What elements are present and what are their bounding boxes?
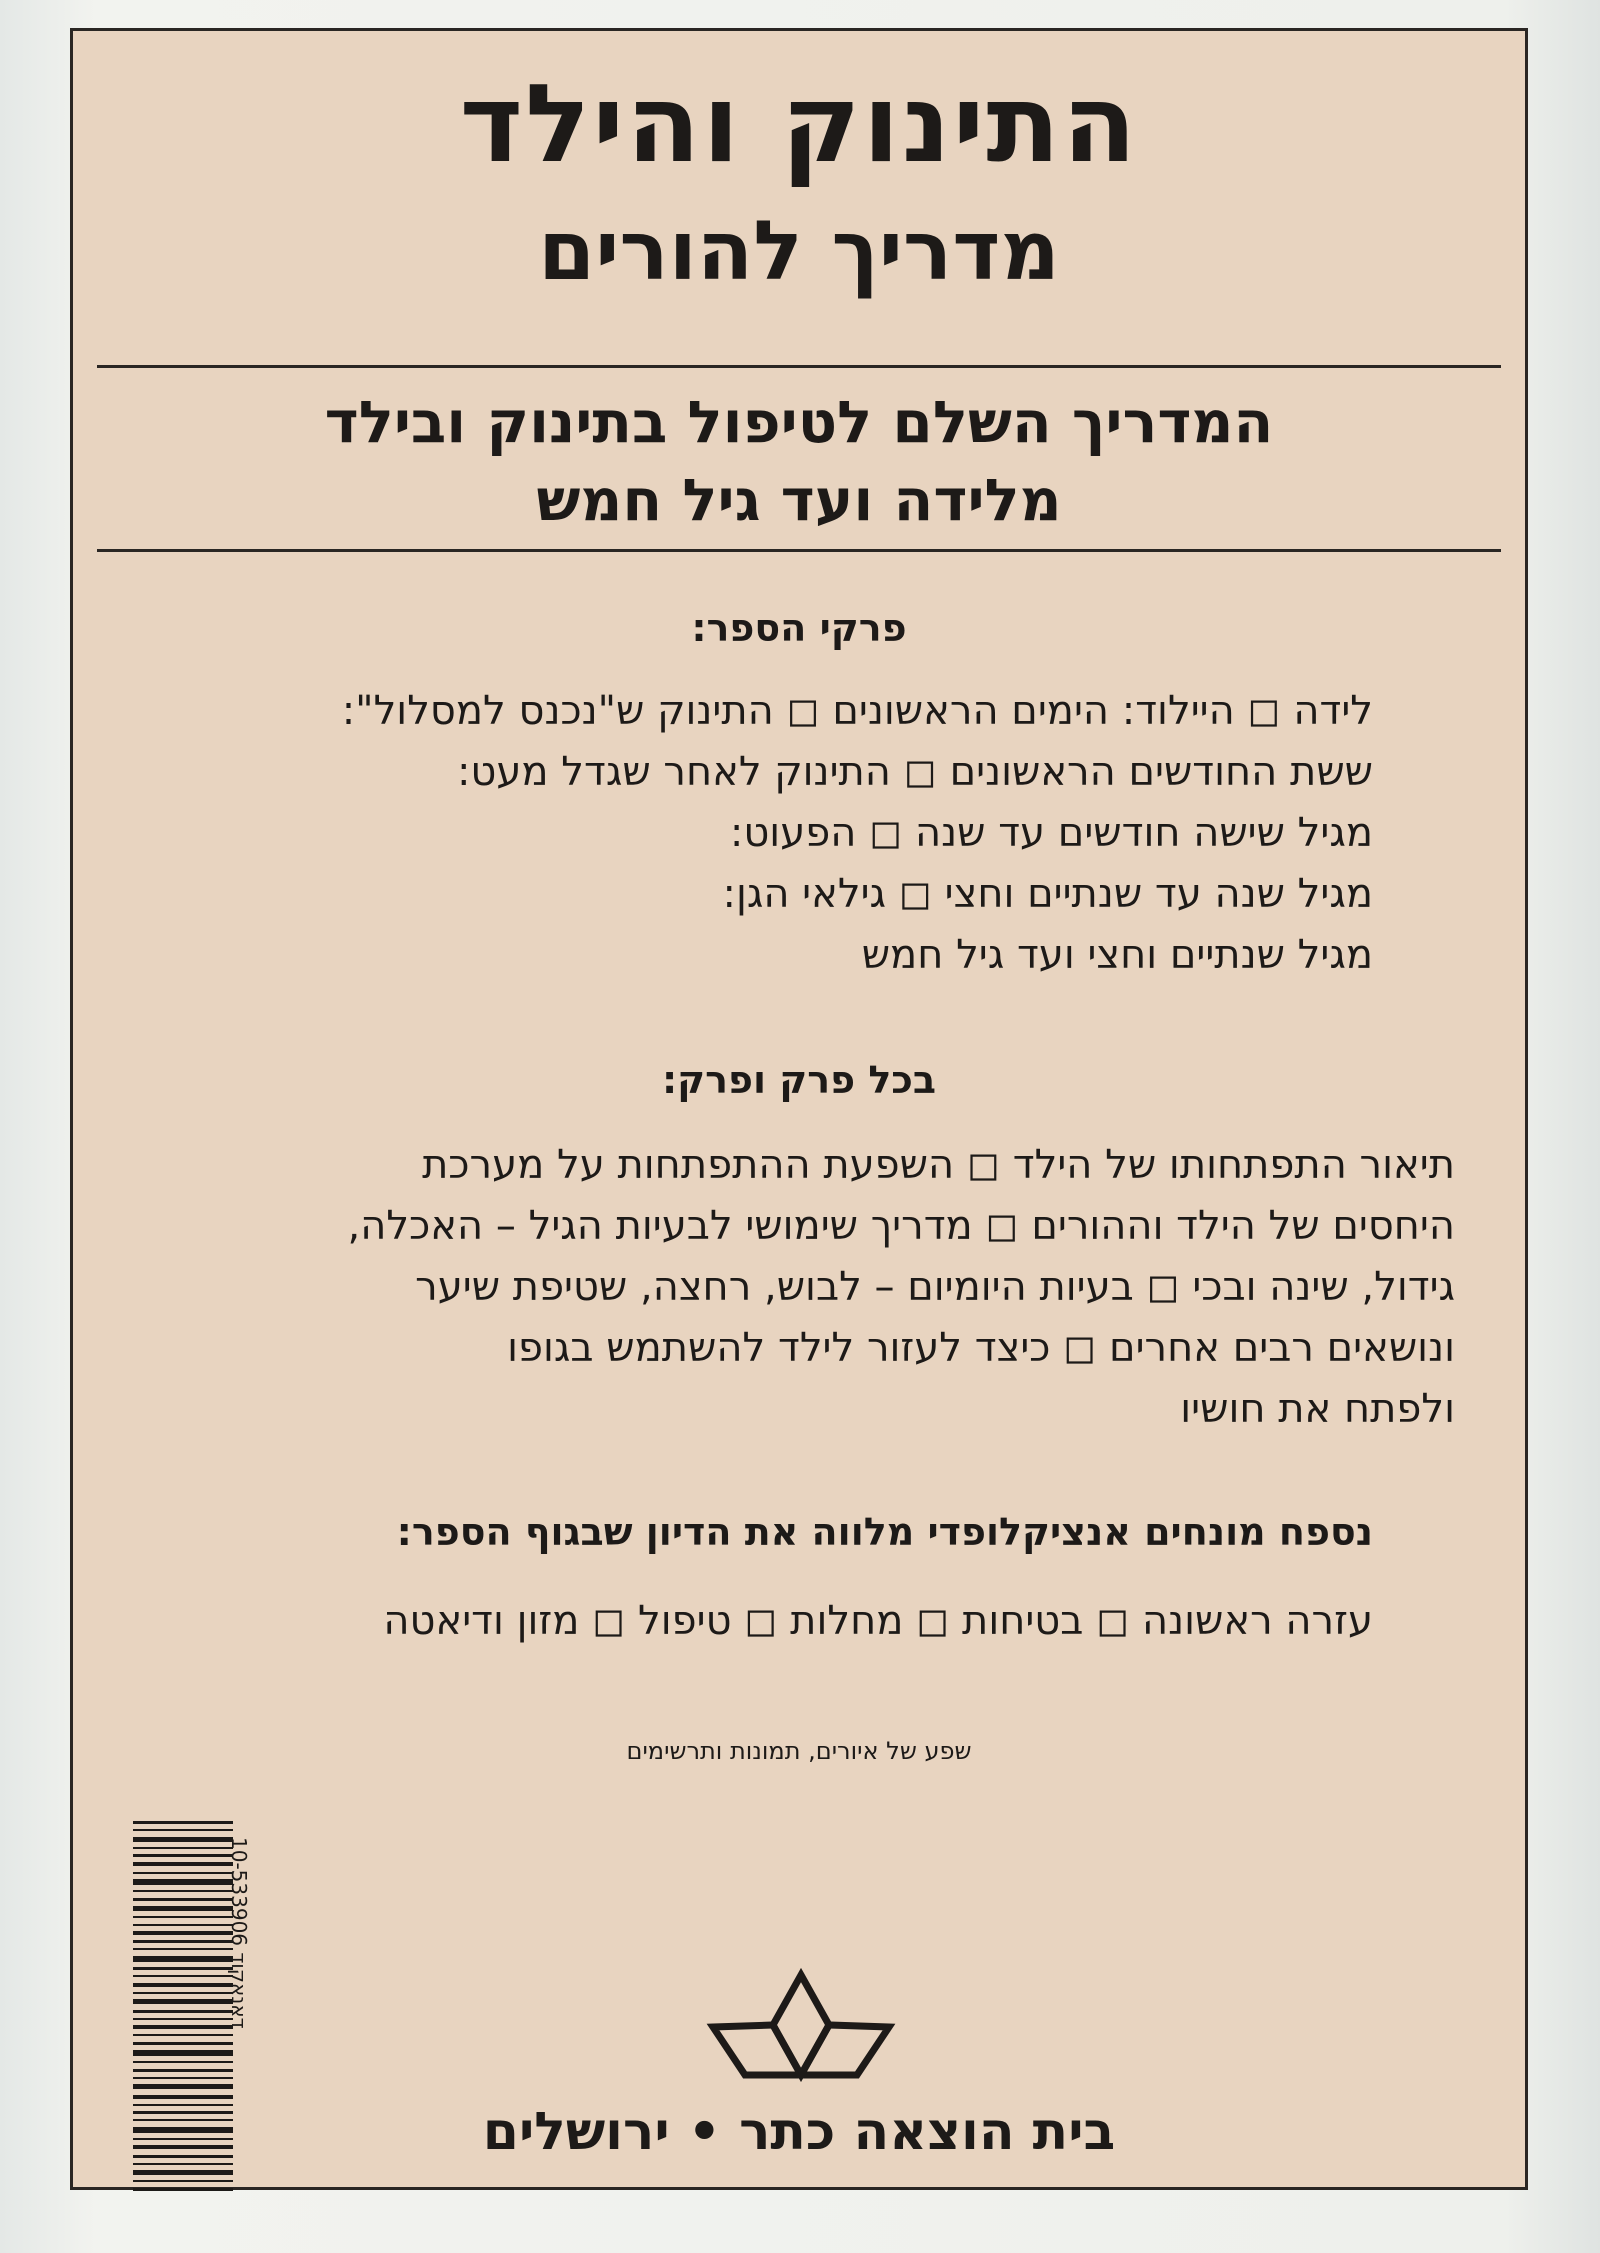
barcode-bar [133, 2050, 233, 2056]
barcode-bar [133, 2018, 233, 2020]
barcode-bar [133, 1862, 233, 1866]
barcode-bar [133, 1975, 233, 1977]
barcode-bar [133, 1940, 233, 1943]
barcode-bar [133, 1829, 233, 1831]
publisher-crown-logo [701, 1967, 901, 2097]
each-chapter-line: תיאור התפתחותו של הילד ◻ השפעת ההתפתחות על מערכת [422, 1142, 1455, 1188]
barcode-bar [133, 2042, 233, 2045]
barcode-bar [133, 2188, 233, 2191]
barcode-bar [133, 2095, 233, 2099]
barcode-bar [133, 1872, 233, 1874]
barcode-bar [133, 1890, 233, 1892]
barcode-label: דאנאקוד [227, 1952, 251, 2029]
each-chapter-line: גידול, שינה ובכי ◻ בעיות היומיום – לבוש, רחצה, שטיפת שיער [415, 1264, 1455, 1310]
book-title: התינוק והילד [459, 62, 1139, 187]
barcode-bar [133, 1821, 233, 1824]
chapters-line: מגיל שישה חודשים עד שנה ◻ הפעוט: [729, 810, 1373, 856]
barcode-bar [133, 2163, 233, 2165]
barcode-bar [133, 1999, 233, 2004]
illustrations-note: שפע של איורים, תמונות ותרשימים [626, 1737, 972, 1765]
barcode-bar [133, 2069, 233, 2072]
barcode-bar [133, 1924, 233, 1926]
barcode-bar [133, 2077, 233, 2079]
barcode-bar [133, 1906, 233, 1911]
chapters-list [342, 681, 1373, 986]
each-chapter-heading: בכל פרק ופרק: [661, 1058, 937, 1102]
each-chapter-line: היחסים של הילד וההורים ◻ מדריך שימושי לבעיות הגיל – האכלה, [347, 1203, 1455, 1249]
each-chapter-line: ונושאים רבים אחרים ◻ כיצד לעזור לילד להשתמש בגופו [507, 1325, 1455, 1371]
barcode-bar [133, 1854, 233, 1857]
barcode-bar [133, 2061, 233, 2063]
barcode-bar [133, 2025, 233, 2029]
barcode-bar [133, 1879, 233, 1885]
each-chapter-line: ולפתח את חושיו [1180, 1386, 1455, 1432]
tagline-line: המדריך השלם לטיפול בתינוק ובילד [324, 388, 1274, 456]
publisher-name: בית הוצאה כתר • ירושלים [482, 2102, 1116, 2162]
back-cover-panel [70, 28, 1528, 2190]
barcode-bar [133, 1847, 233, 1849]
appendix-heading: נספח מונחים אנציקלופדי מלווה את הדיון שבגוף הספר: [396, 1510, 1373, 1554]
chapters-line: מגיל שנה עד שנתיים וחצי ◻ גילאי הגן: [722, 871, 1373, 917]
barcode-bar [133, 1898, 233, 1901]
chapters-line: מגיל שנתיים וחצי ועד גיל חמש [861, 932, 1373, 978]
top-divider [97, 365, 1501, 368]
barcode-number: 10-533906 [227, 1837, 251, 1947]
barcode-bar [133, 1948, 233, 1950]
barcode-bar [133, 1916, 233, 1918]
bottom-divider [97, 549, 1501, 552]
barcode-bar [133, 1931, 233, 1935]
chapters-line: ששת החודשים הראשונים ◻ התינוק לאחר שגדל מעט: [456, 749, 1373, 795]
barcode-bar [133, 1837, 233, 1842]
barcode-bar [133, 2034, 233, 2036]
tagline-line: מלידה ועד גיל חמש [536, 466, 1062, 534]
barcode-bar [133, 1992, 233, 1994]
barcode-bar [133, 2170, 233, 2175]
barcode-bar [133, 2084, 233, 2089]
chapters-heading: פרקי הספר: [691, 606, 907, 650]
barcode-bar [133, 2010, 233, 2013]
appendix-list [383, 1591, 1373, 1652]
each-chapter-list [348, 1135, 1455, 1440]
chapters-line: לידה ◻ היילוד: הימים הראשונים ◻ התינוק ש"נכנס למסלול": [341, 688, 1373, 734]
barcode-bar [133, 1983, 233, 1987]
tagline [73, 383, 1525, 539]
barcode-bar [133, 1967, 233, 1970]
appendix-line: עזרה ראשונה ◻ בטיחות ◻ מחלות ◻ טיפול ◻ מזון ודיאטה [383, 1598, 1373, 1644]
book-subtitle: מדריך להורים [538, 204, 1060, 299]
barcode-bar [133, 2180, 233, 2182]
barcode-bar [133, 1956, 233, 1962]
